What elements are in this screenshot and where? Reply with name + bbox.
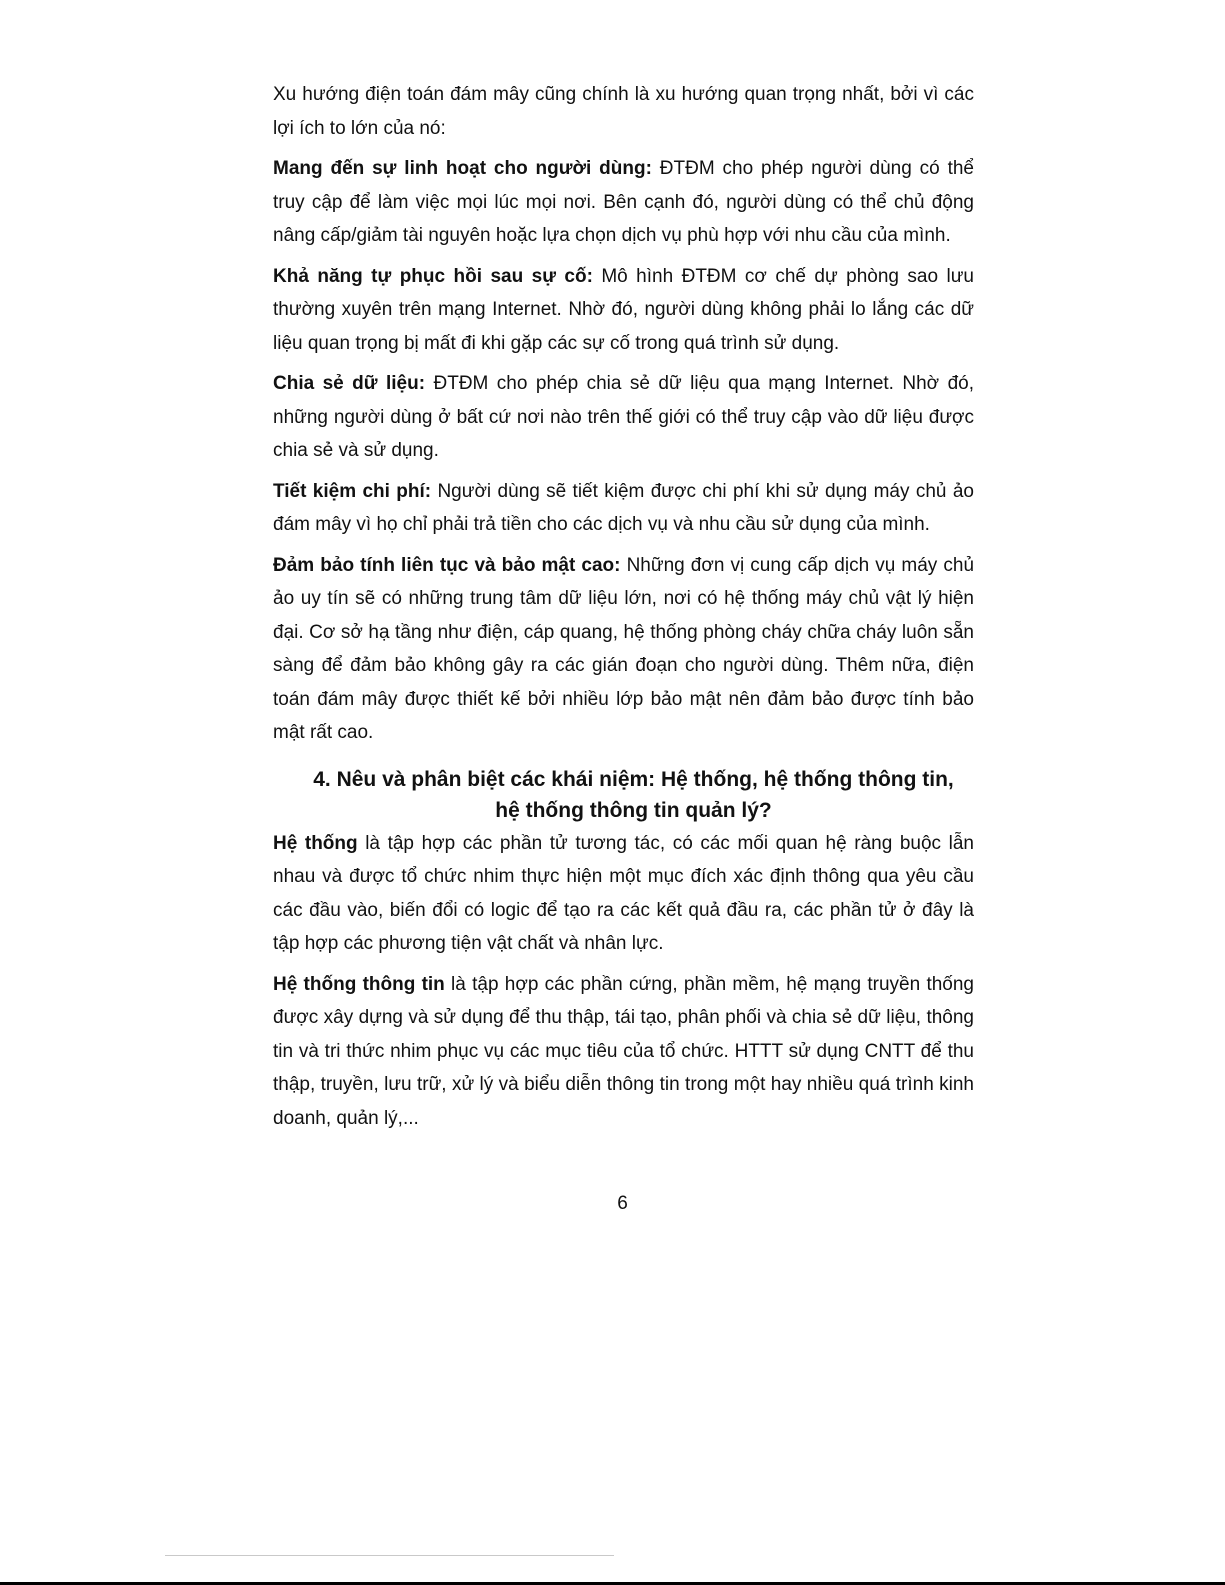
paragraph-text: ĐTĐM cho phép người dùng có thể truy cập để làm việc mọi lúc mọi nơi. Bên cạnh đó, người dùng có thể chủ động nâng cấp/giảm tài nguyên hoặc lựa chọn dịch vụ phù hợp với nhu cầu của mình. — [273, 158, 974, 246]
paragraph-text: Người dùng sẽ tiết kiệm được chi phí khi sử dụng máy chủ ảo đám mây vì họ chỉ phải trả tiền cho các dịch vụ và nhu cầu sử dụng của mình. — [273, 480, 974, 535]
footer-divider — [165, 1555, 614, 1556]
page-number: 6 — [617, 1193, 628, 1214]
paragraph-text: là tập hợp các phần cứng, phần mềm, hệ mạng truyền thống được xây dựng và sử dụng để thu thập, tái tạo, phân phối và chia sẻ dữ liệu, thông tin và tri thức nhim phục vụ các mục tiêu của tổ chức. HTTT sử dụng CNTT để thu thập, truyền, lưu trữ, xử lý và biểu diễn thông tin trong một hay nhiều quá trình kinh doanh, quản lý,... — [273, 973, 974, 1129]
paragraph-lead-term: Khả năng tự phục hồi sau sự cố: — [273, 265, 593, 287]
paragraph-lead-term: Chia sẻ dữ liệu: — [273, 373, 426, 394]
benefit-recovery-paragraph — [273, 260, 974, 361]
benefit-cost-saving-paragraph — [273, 475, 974, 542]
benefit-continuity-security-paragraph — [273, 549, 974, 750]
benefit-flexibility-paragraph — [273, 152, 974, 253]
document-page-body — [273, 78, 974, 1142]
paragraph-text: là tập hợp các phần tử tương tác, có các mối quan hệ ràng buộc lẫn nhau và được tổ chức nhim thực hiện một mục đích xác định thông qua yêu cầu các đầu vào, biến đổi có logic để tạo ra các kết quả đầu ra, các phần tử ở đây là tập hợp các phương tiện vật chất và nhân lực. — [273, 832, 974, 954]
paragraph-text: Mô hình ĐTĐM cơ chế dự phòng sao lưu thường xuyên trên mạng Internet. Nhờ đó, người dùng không phải lo lắng các dữ liệu quan trọng bị mất đi khi gặp các sự cố trong quá trình sử dụng. — [273, 265, 974, 354]
paragraph-lead-term: Hệ thống thông tin — [273, 973, 445, 995]
paragraph-text: Những đơn vị cung cấp dịch vụ máy chủ ảo uy tín sẽ có những trung tâm dữ liệu lớn, nơi có hệ thống máy chủ vật lý hiện đại. Cơ sở hạ tầng như điện, cáp quang, hệ thống phòng cháy chữa cháy luôn sẵn sàng để đảm bảo không gây ra các gián đoạn cho người dùng. Thêm nữa, điện toán đám mây được thiết kế bởi nhiều lớp bảo mật nên đảm bảo được tính bảo mật rất cao. — [273, 554, 975, 743]
definition-information-system-paragraph — [273, 968, 974, 1136]
intro-paragraph — [273, 78, 974, 145]
section-heading: 4. Nêu và phân biệt các khái niệm: Hệ thống, hệ thống thông tin, hệ thống thông tin quản lý? — [313, 767, 954, 822]
paragraph-lead-term: Tiết kiệm chi phí: — [273, 480, 432, 502]
paragraph-lead-term: Mang đến sự linh hoạt cho người dùng: — [273, 158, 652, 179]
paragraph-lead-term: Đảm bảo tính liên tục và bảo mật cao: — [273, 554, 621, 576]
benefit-data-sharing-paragraph — [273, 367, 974, 468]
paragraph-text: Xu hướng điện toán đám mây cũng chính là xu hướng quan trọng nhất, bởi vì các lợi ích to lớn của nó: — [273, 84, 974, 139]
paragraph-text: ĐTĐM cho phép chia sẻ dữ liệu qua mạng Internet. Nhờ đó, những người dùng ở bất cứ nơi nào trên thế giới có thể truy cập vào dữ liệu được chia sẻ và sử dụng. — [273, 373, 974, 461]
paragraph-lead-term: Hệ thống — [273, 832, 358, 854]
definition-system-paragraph — [273, 827, 974, 961]
